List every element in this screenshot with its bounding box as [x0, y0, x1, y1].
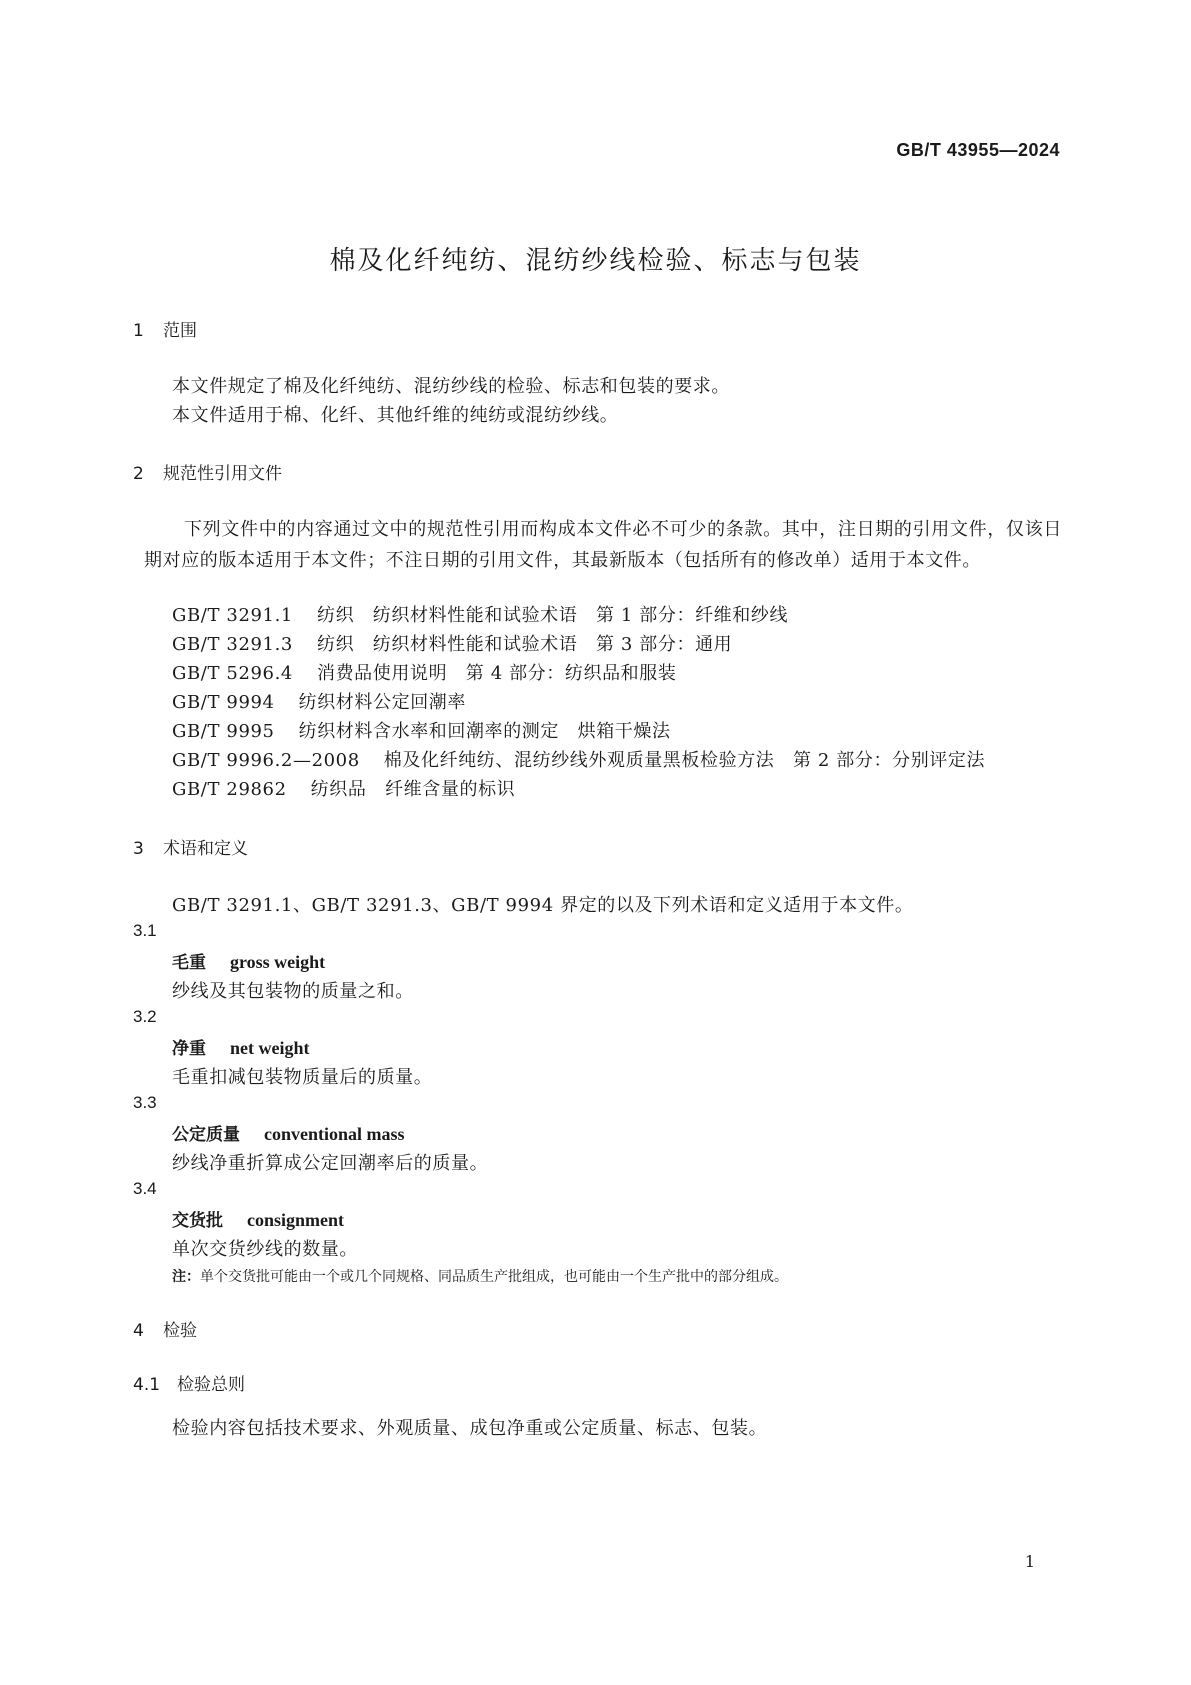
reference-code: GB/T 29862 [172, 779, 287, 800]
section-title: 检验 [163, 1321, 197, 1341]
reference-entry [172, 601, 788, 627]
term-number: 3.1 [133, 921, 157, 940]
section-3-heading [133, 834, 248, 859]
section-number: 2 [133, 464, 144, 484]
term-number: 3.4 [133, 1179, 157, 1198]
term-zh: 交货批 [172, 1211, 223, 1231]
document-title: 棉及化纤纯纺、混纺纱线检验、标志与包装 [329, 246, 862, 276]
term-definition: 毛重扣减包装物质量后的质量。 [172, 1067, 433, 1088]
normative-references-intro: 下列文件中的内容通过文中的规范性引用而构成本文件必不可少的条款。其中，注日期的引用文件，仅该日期对应的版本适用于本文件；不注日期的引用文件，其最新版本（包括所有的修改单）适用于本文件。 [144, 519, 1062, 571]
subsection-title: 检验总则 [177, 1375, 245, 1395]
term-zh: 毛重 [172, 953, 206, 973]
section-number: 4 [133, 1321, 144, 1341]
term-name [172, 1120, 405, 1145]
page-number: 1 [1024, 1552, 1035, 1571]
section-title: 范围 [163, 321, 197, 341]
subsection-4-1-heading [133, 1370, 245, 1395]
reference-entry [172, 659, 676, 685]
reference-code: GB/T 5296.4 [172, 663, 293, 684]
subsection-number: 4.1 [133, 1375, 161, 1395]
reference-title: 纺织 纺织材料性能和试验术语 第 3 部分：通用 [316, 634, 733, 655]
reference-title: 消费品使用说明 第 4 部分：纺织品和服装 [316, 663, 677, 684]
reference-title: 纺织 纺织材料性能和试验术语 第 1 部分：纤维和纱线 [316, 605, 789, 626]
reference-code: GB/T 9996.2—2008 [172, 750, 360, 771]
terms-intro: GB/T 3291.1、GB/T 3291.3、GB/T 9994 界定的以及下列术语和定义适用于本文件。 [172, 895, 914, 916]
reference-entry [172, 717, 671, 743]
reference-entry [172, 630, 732, 656]
section-1-heading [133, 316, 197, 341]
section-2-heading [133, 459, 282, 484]
scope-paragraph-2: 本文件适用于棉、化纤、其他纤维的纯纺或混纺纱线。 [172, 405, 619, 426]
reference-title: 纺织材料含水率和回潮率的测定 烘箱干燥法 [298, 721, 671, 742]
term-en: consignment [247, 1210, 345, 1230]
reference-title: 纺织品 纤维含量的标识 [310, 779, 516, 800]
section-title: 术语和定义 [163, 839, 248, 859]
note [172, 1266, 788, 1286]
reference-code: GB/T 9995 [172, 721, 275, 742]
term-definition: 纱线净重折算成公定回潮率后的质量。 [172, 1153, 489, 1174]
term-name [172, 948, 325, 973]
term-zh: 净重 [172, 1039, 206, 1059]
term-en: conventional mass [264, 1124, 405, 1144]
term-en: net weight [230, 1038, 310, 1058]
section-number: 1 [133, 321, 144, 341]
term-name [172, 1206, 344, 1231]
reference-title: 棉及化纤纯纺、混纺纱线外观质量黑板检验方法 第 2 部分：分别评定法 [383, 750, 986, 771]
inspection-general-paragraph: 检验内容包括技术要求、外观质量、成包净重或公定质量、标志、包装。 [172, 1418, 768, 1439]
reference-entry [172, 688, 466, 714]
term-number: 3.3 [133, 1093, 157, 1112]
reference-entry [172, 775, 515, 801]
reference-code: GB/T 3291.3 [172, 634, 293, 655]
section-title: 规范性引用文件 [163, 464, 282, 484]
scope-paragraph-1: 本文件规定了棉及化纤纯纺、混纺纱线的检验、标志和包装的要求。 [172, 376, 730, 397]
reference-code: GB/T 9994 [172, 692, 275, 713]
section-4-heading [133, 1316, 197, 1341]
term-name [172, 1034, 310, 1059]
reference-title: 纺织材料公定回潮率 [298, 692, 467, 713]
term-definition: 单次交货纱线的数量。 [172, 1239, 358, 1260]
note-text: 单个交货批可能由一个或几个同规格、同品质生产批组成，也可能由一个生产批中的部分组成。 [200, 1269, 788, 1285]
term-zh: 公定质量 [172, 1125, 240, 1145]
term-definition: 纱线及其包装物的质量之和。 [172, 981, 414, 1002]
reference-code: GB/T 3291.1 [172, 605, 293, 626]
note-label: 注： [172, 1269, 200, 1285]
reference-entry [172, 746, 985, 772]
term-en: gross weight [230, 952, 326, 972]
term-number: 3.2 [133, 1007, 157, 1026]
section-number: 3 [133, 839, 144, 859]
standard-number: GB/T 43955—2024 [896, 140, 1060, 160]
